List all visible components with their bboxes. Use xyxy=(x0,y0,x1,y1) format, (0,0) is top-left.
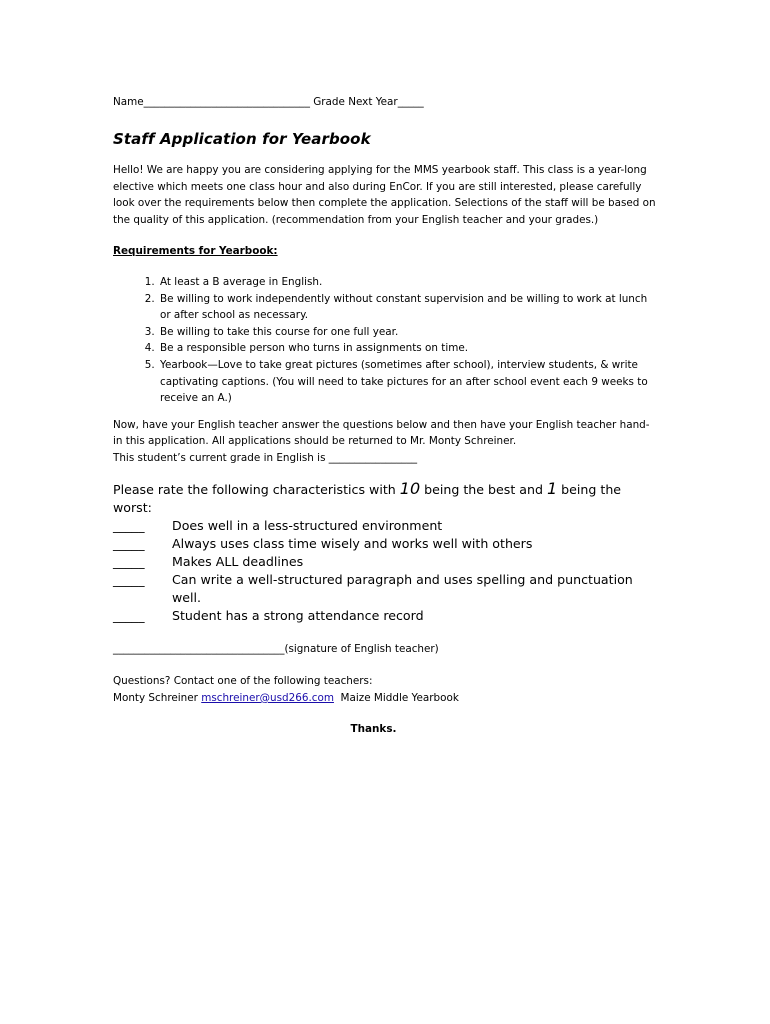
requirement-item: 3. Be willing to take this course for one full year. xyxy=(158,324,658,341)
rating-row xyxy=(113,535,658,553)
rating-blank: _____ xyxy=(113,535,145,551)
page-title: Staff Application for Yearbook xyxy=(113,130,371,148)
contact-teacher-name: Monty Schreiner xyxy=(113,691,202,704)
teacher-instructions: Now, have your English teacher answer the questions below and then have your English teacher hand-in this application. All applications should be returned to Mr. Monty Schreiner. xyxy=(113,418,650,448)
rating-row xyxy=(113,607,658,625)
contact-line xyxy=(113,690,658,707)
teacher-instructions-block xyxy=(113,417,658,467)
rating-item: Student has a strong attendance record xyxy=(172,607,424,623)
requirements-heading: Requirements for Yearbook: xyxy=(113,245,278,258)
worst-number: 1 xyxy=(546,478,558,498)
teacher-signature-line: _________________________________(signature of English teacher) xyxy=(113,642,439,655)
requirement-item: 5. Yearbook—Love to take great pictures (sometimes after school), interview students, & write captivating captions. (You will need to take pictures for an after school event each 9 weeks to receive an A.) xyxy=(158,357,658,407)
rating-blank: _____ xyxy=(113,571,145,587)
rating-row xyxy=(113,571,658,607)
intro-paragraph: Hello! We are happy you are considering applying for the MMS yearbook staff. This class is a year-long elective which meets one class hour and also during EnCor. If you are still interested, please carefully look over the requirements below then complete the application. Selections of the staff will be based on the quality of this application. (recommendation from your English teacher and your grades.) xyxy=(113,164,656,226)
english-grade-line: This student’s current grade in English is _________________ xyxy=(113,451,418,464)
rating-intro-start: Please rate the following characteristics with xyxy=(113,481,400,497)
requirements-list xyxy=(113,274,658,407)
name-grade-line: Name________________________________ Grade Next Year_____ xyxy=(113,96,424,108)
rating-blank: _____ xyxy=(113,517,145,533)
contact-school: Maize Middle Yearbook xyxy=(333,691,459,704)
rating-row xyxy=(113,553,658,571)
rating-intro-middle: being the best and xyxy=(420,481,547,497)
rating-blank: _____ xyxy=(113,607,145,623)
rating-row xyxy=(113,517,658,535)
rating-blank: _____ xyxy=(113,553,145,569)
rating-item: Always uses class time wisely and works well with others xyxy=(172,535,533,551)
rating-instructions xyxy=(113,480,658,517)
requirement-item: 1. At least a B average in English. xyxy=(158,274,658,291)
contact-block xyxy=(113,673,658,706)
rating-intro-end: being the worst: xyxy=(113,481,622,515)
requirement-item: 2. Be willing to work independently without constant supervision and be willing to work at lunch or after school as necessary. xyxy=(158,291,658,324)
closing-thanks: Thanks. xyxy=(350,723,397,736)
contact-email-link[interactable]: mschreiner@usd266.com xyxy=(201,691,334,704)
rating-item: Does well in a less-structured environment xyxy=(172,517,443,533)
requirement-item: 4. Be a responsible person who turns in assignments on time. xyxy=(158,340,658,357)
yearbook-application-page xyxy=(113,94,658,738)
contact-question: Questions? Contact one of the following teachers: xyxy=(113,675,373,688)
best-number: 10 xyxy=(399,478,421,498)
rating-item: Makes ALL deadlines xyxy=(172,553,304,569)
rating-item: Can write a well-structured paragraph and uses spelling and punctuation well. xyxy=(172,571,633,605)
